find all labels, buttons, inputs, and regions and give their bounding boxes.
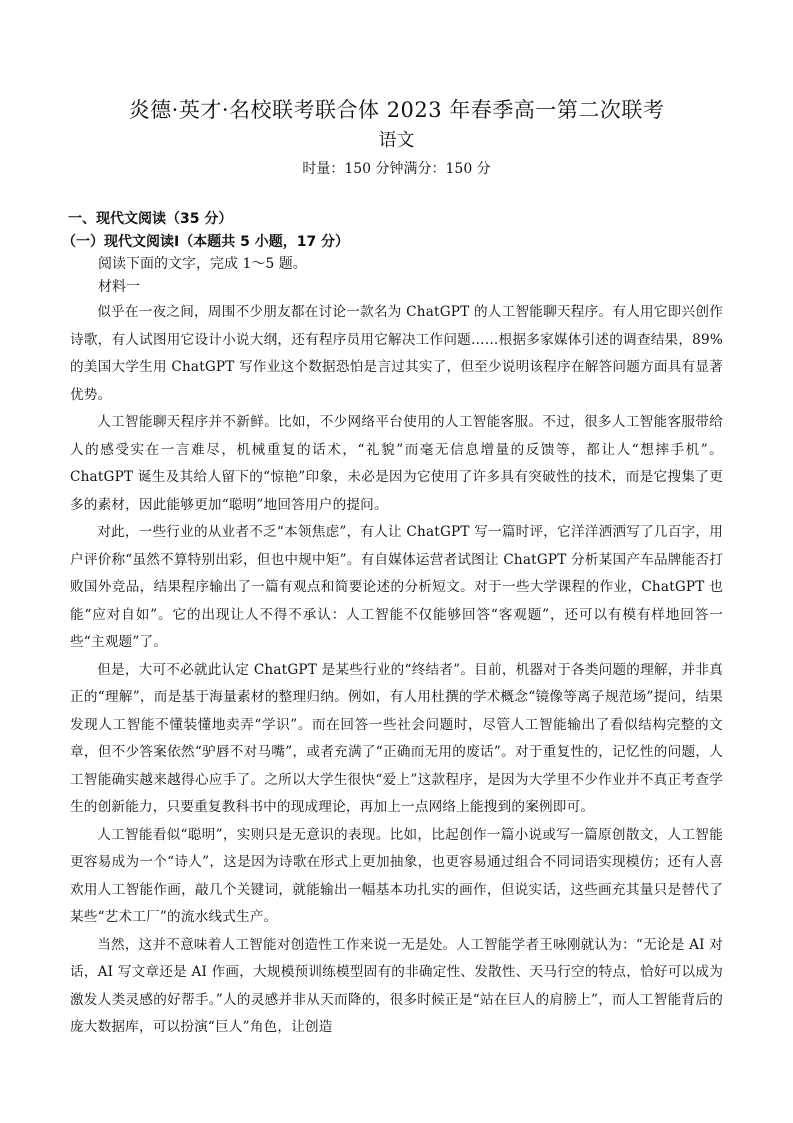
paragraph-6: 当然，这并不意味着人工智能对创造性工作来说一无是处。人工智能学者王咏刚就认为：“无论是 AI 对话，AI 写文章还是 AI 作画，大规模预训练模型固有的非确定性、发散性、天马行空的特点，恰好可以成为激发人类灵感的好帮手。”人的灵感并非从天而降的，很多时候正是“站在巨人的肩膀上”，而人工智能背后的庞大数据库，可以扮演“巨人”角色，让创造 <box>70 936 723 1035</box>
section-heading: 一、现代文阅读（35 分） <box>68 211 233 227</box>
paragraph-3: 对此，一些行业的从业者不乏“本领焦虑”，有人让 ChatGPT 写一篇时评，它洋洋洒洒写了几百字，用户评价称“虽然不算特别出彩，但也中规中矩”。有自媒体运营者试图让 ChatGPT 分析某国产车品牌能否打败国外竞品，结果程序输出了一篇有观点和简要论述的分析短文。对于一些大学课程的作业，ChatGPT 也能“应对自如”。它的出现让人不得不承认：人工智能不仅能够回答“客观题”，还可以有模有样地回答一些“主观题”了。 <box>70 524 723 650</box>
exam-title: 炎德·英才·名校联考联合体 2023 年春季高一第二次联考 <box>128 98 665 122</box>
paragraph-5: 人工智能看似“聪明”，实则只是无意识的表现。比如，比起创作一篇小说或写一篇原创散文，人工智能更容易成为一个“诗人”，这是因为诗歌在形式上更加抽象，也更容易通过组合不同词语实现模仿；还有人喜欢用人工智能作画，敲几个关键词，就能输出一幅基本功扎实的画作，但说实话，这些画充其量只是替代了某些“艺术工厂”的流水线式生产。 <box>70 826 723 925</box>
paragraph-4: 但是，大可不必就此认定 ChatGPT 是某些行业的“终结者”。目前，机器对于各类问题的理解，并非真正的“理解”，而是基于海量素材的整理归纳。例如，有人用杜撰的学术概念“镜像等离子规范场”提问，结果发现人工智能不懂装懂地卖弄“学识”。而在回答一些社会问题时，尽管人工智能输出了看似结构完整的文章，但不少答案依然“驴唇不对马嘴”，或者充满了“正确而无用的废话”。对于重复性的，记忆性的问题，人工智能确实越来越得心应手了。之所以大学生很快“爱上”这款程序，是因为大学里不少作业并不真正考查学生的创新能力，只要重复教科书中的现成理论，再加上一点网络上能搜到的案例即可。 <box>70 661 723 815</box>
subsection-heading: （一）现代文阅读Ⅰ（本题共 5 小题，17 分） <box>62 234 350 250</box>
material-label: 材料一 <box>98 279 140 295</box>
paragraph-2: 人工智能聊天程序并不新鲜。比如，不少网络平台使用的人工智能客服。不过，很多人工智能客服带给人的感受实在一言难尽，机械重复的话术，“礼貌”而毫无信息增量的反馈等，都让人“想摔手机”。ChatGPT 诞生及其给人留下的“惊艳”印象，未必是因为它使用了许多具有突破性的技术，而是它搜集了更多的素材，因此能够更加“聪明”地回答用户的提问。 <box>70 414 723 513</box>
reading-instruction: 阅读下面的文字，完成 1～5 题。 <box>98 256 307 272</box>
paragraph-1: 似乎在一夜之间，周围不少朋友都在讨论一款名为 ChatGPT 的人工智能聊天程序。有人用它即兴创作诗歌，有人试图用它设计小说大纲，还有程序员用它解决工作问题……根据多家媒体引述的调查结果，89%的美国大学生用 ChatGPT 写作业这个数据恐怕是言过其实了，但至少说明该程序在解答问题方面具有显著优势。 <box>70 304 723 403</box>
time-and-score-info: 时量：150 分钟满分：150 分 <box>302 161 491 177</box>
subject-title: 语文 <box>378 130 415 151</box>
